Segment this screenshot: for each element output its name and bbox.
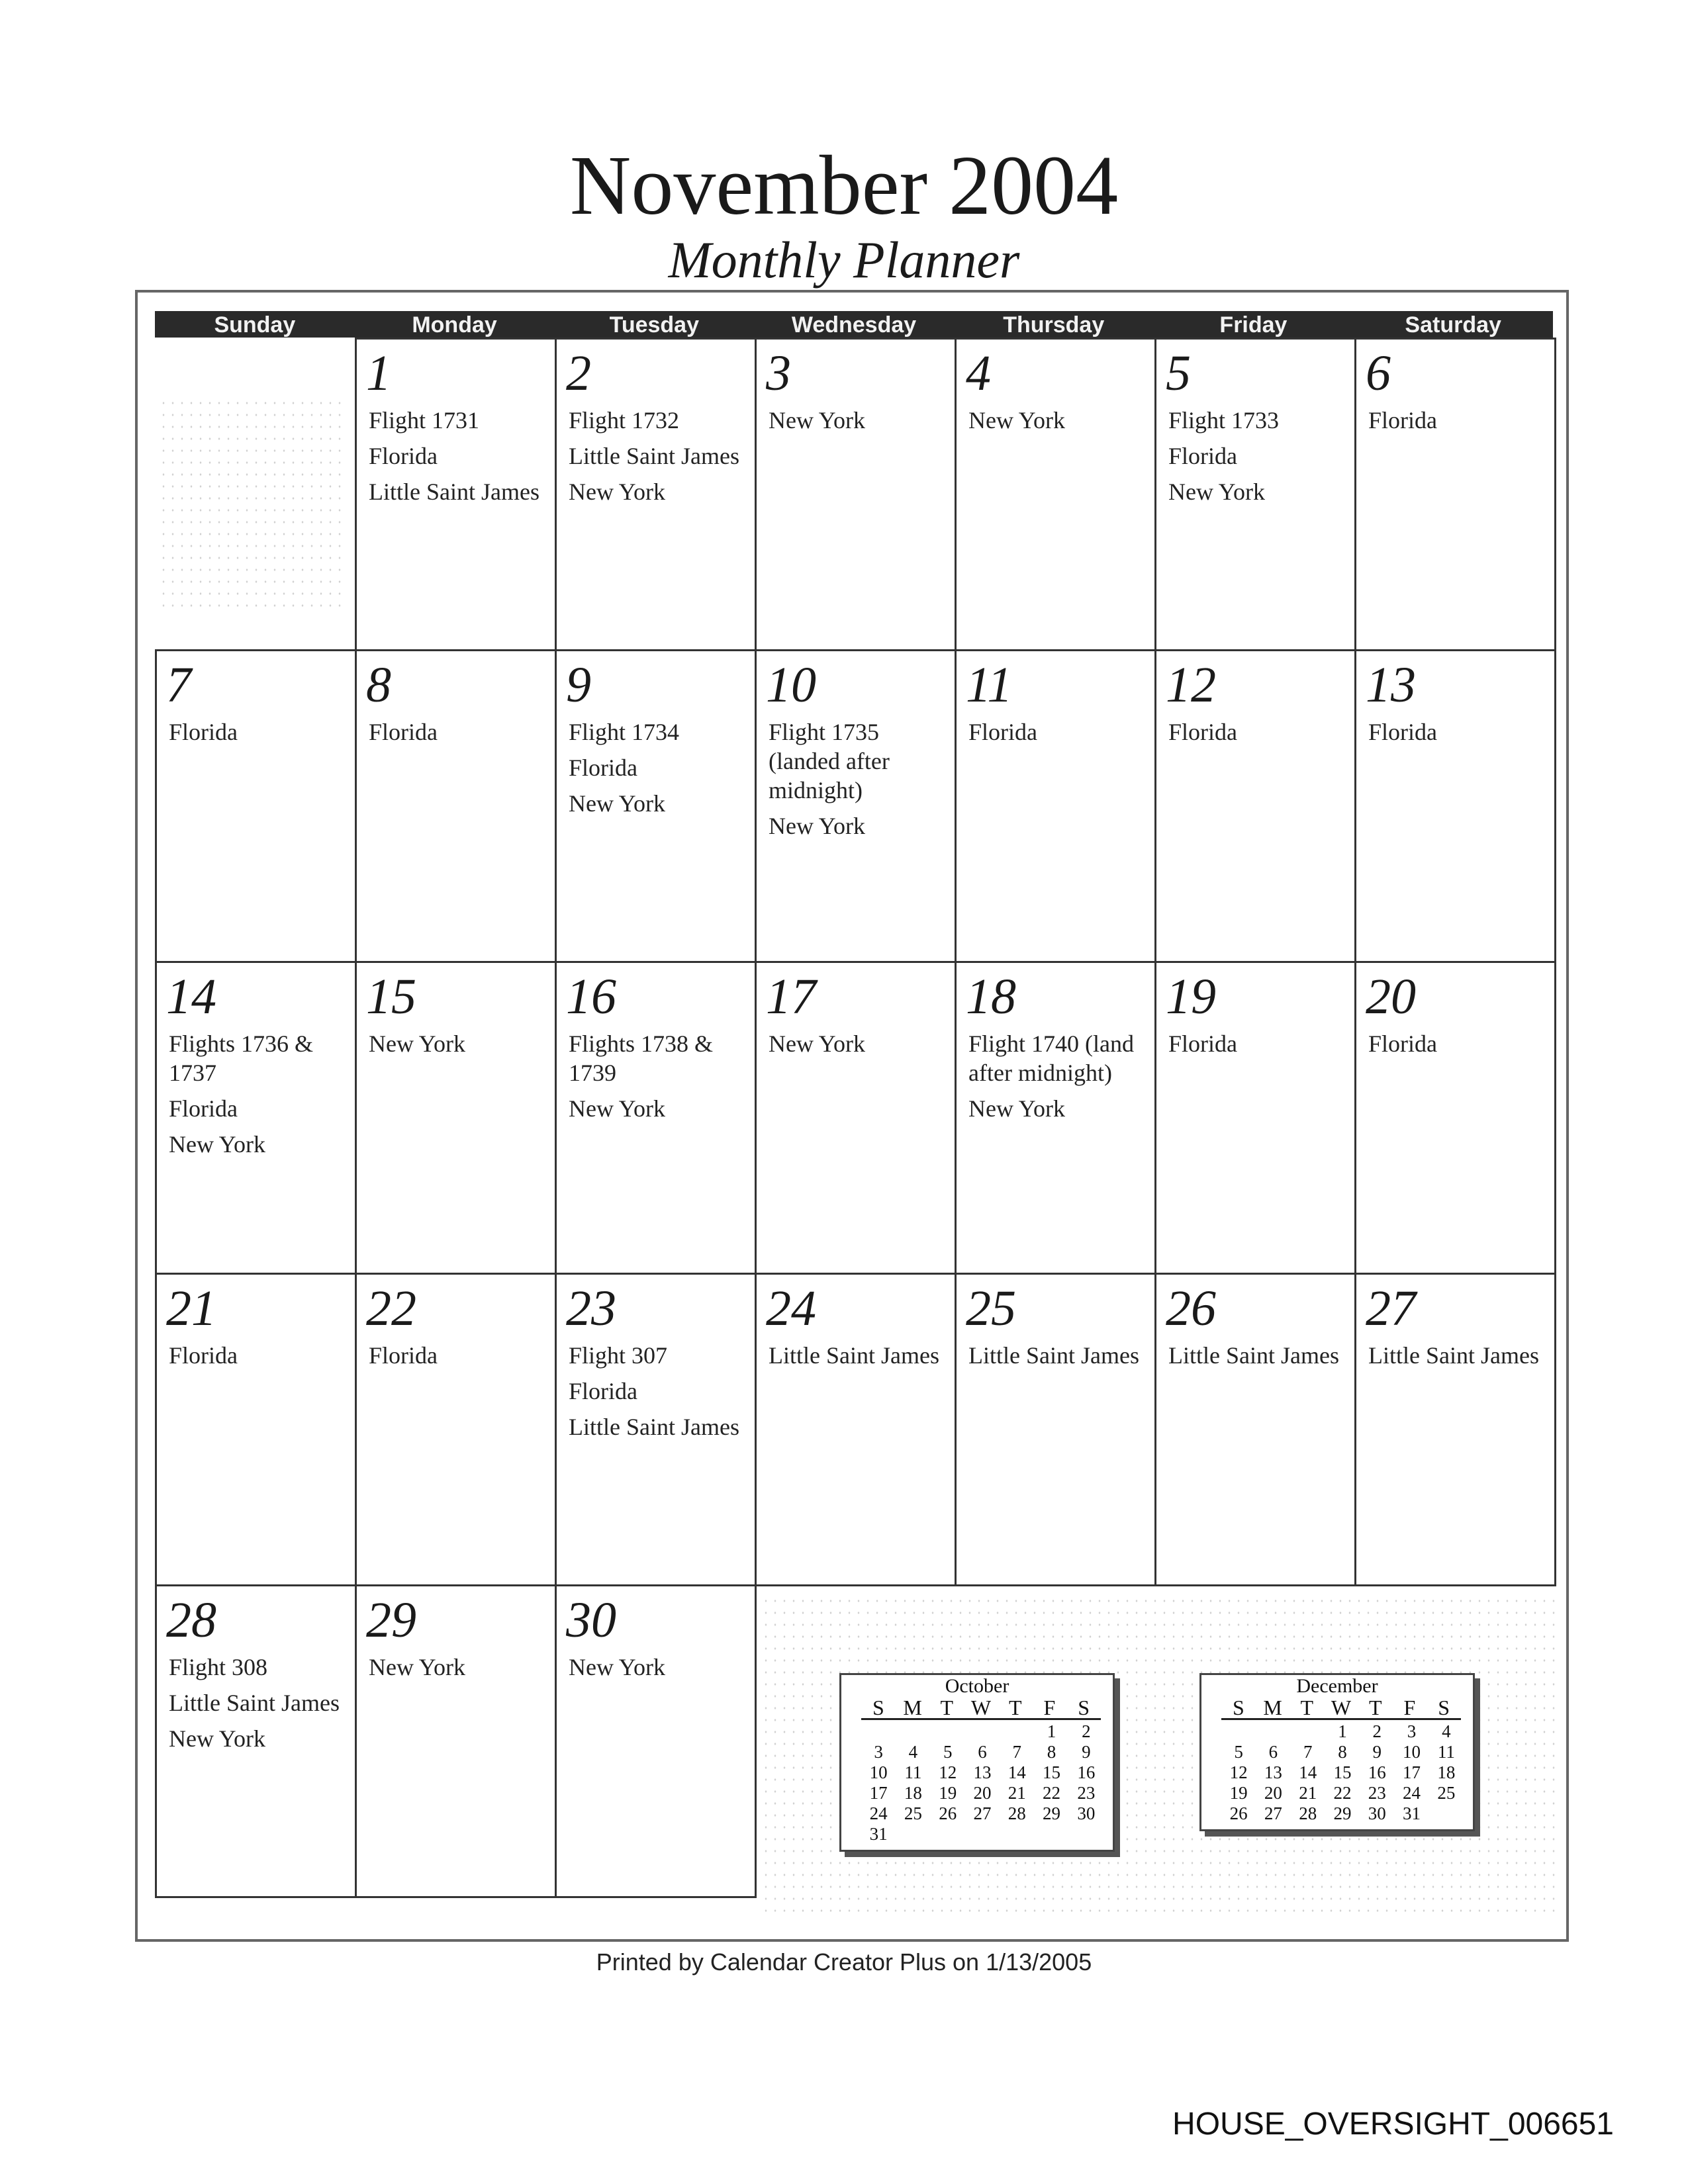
mini-calendar-date: [931, 1721, 965, 1742]
mini-calendar-date: 11: [1437, 1742, 1455, 1762]
day-notes: [169, 717, 348, 753]
day-cell: [1154, 961, 1356, 1275]
day-note: Flights 1738 & 1739: [569, 1030, 714, 1086]
mini-calendar-week: [1201, 1721, 1473, 1742]
mini-calendar-date: 15: [1043, 1762, 1061, 1782]
mini-calendar-date: [965, 1721, 1000, 1742]
day-note: Flight 1740 (land after midnight): [968, 1030, 1134, 1086]
day-cell: [1354, 338, 1556, 651]
weekday-initial: M: [903, 1696, 922, 1719]
mini-calendar-date: 11: [904, 1762, 922, 1782]
mini-calendar-date: 31: [1403, 1803, 1421, 1823]
mini-calendar-date: [1221, 1721, 1256, 1742]
mini-calendar-date: 4: [908, 1742, 918, 1762]
day-cell: [355, 338, 557, 651]
day-number: 3: [766, 345, 791, 401]
mini-calendar-week: [841, 1783, 1113, 1803]
calendar-subtitle: Monthly Planner: [668, 231, 1020, 289]
day-note: Flight 1733: [1168, 407, 1280, 433]
mini-calendar-date: 29: [1333, 1803, 1352, 1823]
day-cell: [155, 649, 357, 963]
day-number: 25: [966, 1281, 1016, 1336]
mini-calendar-date: 26: [939, 1803, 957, 1823]
day-notes: [569, 1029, 748, 1130]
day-note: New York: [769, 1030, 866, 1057]
day-cell: [355, 649, 557, 963]
day-note: Flights 1736 & 1737: [169, 1030, 314, 1086]
day-note: New York: [569, 790, 666, 817]
day-number: 27: [1366, 1281, 1416, 1336]
day-notes: [169, 1341, 348, 1377]
mini-calendar-date: 7: [1012, 1742, 1022, 1762]
mini-calendar-date: 16: [1077, 1762, 1096, 1782]
mini-calendar-date: 12: [1229, 1762, 1248, 1782]
mini-calendar-date: 18: [1437, 1762, 1456, 1782]
day-cell: [955, 1273, 1156, 1586]
weekday-initial: T: [1368, 1696, 1382, 1719]
mini-calendar-date: [1069, 1824, 1103, 1844]
mini-calendar-date: [1000, 1824, 1034, 1844]
day-notes: [769, 1029, 948, 1065]
mini-calendar-date: [1000, 1721, 1034, 1742]
day-notes: [1368, 1341, 1548, 1377]
weekday-label: Friday: [1219, 312, 1288, 338]
day-note: Florida: [1368, 719, 1437, 745]
scan-noise: [159, 397, 344, 609]
day-cell: [555, 1273, 757, 1586]
mini-calendar-date: 30: [1368, 1803, 1386, 1823]
mini-calendar-week: [841, 1824, 1113, 1844]
mini-calendar-date: 2: [1082, 1721, 1091, 1741]
day-number: 22: [366, 1281, 416, 1336]
mini-calendar-date: 19: [1229, 1783, 1248, 1803]
day-notes: [369, 717, 548, 753]
day-note: Little Saint James: [569, 1414, 739, 1440]
day-number: 5: [1166, 345, 1191, 401]
mini-calendar-date: [1291, 1721, 1325, 1742]
day-note: Florida: [569, 754, 637, 781]
mini-calendar-week: [841, 1721, 1113, 1742]
day-note: New York: [569, 478, 666, 505]
day-cell: [555, 338, 757, 651]
mini-calendar-date: [965, 1824, 1000, 1844]
day-number: 18: [966, 969, 1016, 1024]
day-cell: [355, 1273, 557, 1586]
day-note: Flight 1731: [369, 407, 480, 433]
day-number: 20: [1366, 969, 1416, 1024]
mini-calendar-date: 4: [1442, 1721, 1451, 1741]
day-cell: [755, 1273, 957, 1586]
document-id: HOUSE_OVERSIGHT_006651: [1172, 2107, 1614, 2142]
day-note: Little Saint James: [1168, 1342, 1339, 1369]
mini-calendar-date: 30: [1077, 1803, 1096, 1823]
day-note: Flight 1732: [569, 407, 680, 433]
mini-calendar-week: [1201, 1742, 1473, 1762]
mini-calendar-week: [841, 1762, 1113, 1783]
day-cell: [755, 961, 957, 1275]
mini-calendar-month: October: [945, 1675, 1009, 1697]
mini-calendar-date: 31: [869, 1824, 888, 1844]
mini-calendar-december: [1199, 1673, 1475, 1831]
weekday-label: Wednesday: [791, 312, 917, 338]
day-cell: [1154, 338, 1356, 651]
day-note: Flight 1734: [569, 719, 680, 745]
day-note: New York: [769, 813, 866, 839]
mini-calendar-date: [1429, 1803, 1464, 1824]
day-notes: [1168, 717, 1348, 753]
day-note: Florida: [169, 1095, 238, 1122]
weekday-initial: F: [1043, 1696, 1056, 1719]
day-note: Flight 307: [569, 1342, 668, 1369]
mini-calendar-date: 5: [943, 1742, 953, 1762]
day-note: Florida: [369, 719, 438, 745]
mini-calendar-date: 16: [1368, 1762, 1386, 1782]
day-note: New York: [968, 1095, 1066, 1122]
mini-calendar-date: 13: [1264, 1762, 1282, 1782]
day-note: Little Saint James: [1368, 1342, 1539, 1369]
day-note: Florida: [369, 1342, 438, 1369]
day-notes: [769, 406, 948, 441]
mini-calendar-date: 8: [1047, 1742, 1056, 1762]
day-number: 6: [1366, 345, 1391, 401]
mini-calendar-date: 21: [1008, 1783, 1026, 1803]
mini-calendar-date: 17: [1403, 1762, 1421, 1782]
day-note: New York: [769, 407, 866, 433]
mini-calendar-date: [1034, 1824, 1068, 1844]
mini-calendar-month: December: [1296, 1675, 1378, 1697]
mini-calendar-date: 6: [1268, 1742, 1278, 1762]
day-cell: [1354, 1273, 1556, 1586]
mini-calendar-weekdays: [1221, 1698, 1461, 1720]
day-number: 14: [166, 969, 216, 1024]
mini-calendar-date: 22: [1043, 1783, 1061, 1803]
day-number: 21: [166, 1281, 216, 1336]
day-notes: [1168, 406, 1348, 513]
mini-calendar-date: 2: [1372, 1721, 1382, 1741]
weekday-initial: S: [1078, 1696, 1090, 1719]
mini-calendar-date: 20: [973, 1783, 992, 1803]
day-note: New York: [169, 1131, 266, 1158]
mini-calendar-date: 24: [869, 1803, 888, 1823]
day-cell: [155, 961, 357, 1275]
day-number: 12: [1166, 657, 1216, 713]
day-note: Little Saint James: [369, 478, 539, 505]
day-cell: [1354, 649, 1556, 963]
day-cell: [155, 1584, 357, 1898]
mini-calendar-weekdays: [861, 1698, 1101, 1720]
weekday-header: [155, 311, 1553, 338]
weekday-initial: S: [872, 1696, 884, 1719]
day-cell: [155, 1273, 357, 1586]
mini-calendar-date: 10: [869, 1762, 888, 1782]
day-note: Little Saint James: [169, 1690, 340, 1716]
mini-calendar-date: 23: [1368, 1783, 1386, 1803]
mini-calendar-date: 25: [1437, 1783, 1456, 1803]
mini-calendar-date: [1256, 1721, 1290, 1742]
mini-calendar-date: 24: [1403, 1783, 1421, 1803]
day-number: 8: [366, 657, 391, 713]
day-number: 11: [966, 657, 1013, 713]
day-number: 29: [366, 1592, 416, 1648]
day-note: Florida: [1168, 719, 1237, 745]
day-notes: [1368, 406, 1548, 441]
day-note: New York: [1168, 478, 1266, 505]
weekday-initial: S: [1438, 1696, 1450, 1719]
day-notes: [968, 1029, 1148, 1130]
mini-calendar-date: 19: [939, 1783, 957, 1803]
day-notes: [569, 1341, 748, 1448]
day-cell: [355, 1584, 557, 1898]
day-notes: [769, 717, 948, 847]
day-note: Florida: [1368, 407, 1437, 433]
day-notes: [569, 1653, 748, 1688]
day-note: Flight 1735 (landed after midnight): [769, 719, 890, 803]
day-number: 17: [766, 969, 816, 1024]
day-number: 15: [366, 969, 416, 1024]
mini-calendar-date: 27: [1264, 1803, 1282, 1823]
mini-calendar-date: 7: [1303, 1742, 1313, 1762]
day-note: Florida: [169, 719, 238, 745]
weekday-initial: T: [940, 1696, 954, 1719]
day-note: New York: [569, 1654, 666, 1680]
mini-calendar-date: [931, 1824, 965, 1844]
mini-calendar-date: 21: [1299, 1783, 1317, 1803]
day-notes: [169, 1653, 348, 1760]
day-number: 4: [966, 345, 991, 401]
mini-calendar-date: [896, 1824, 930, 1844]
day-note: Florida: [1368, 1030, 1437, 1057]
weekday-initial: F: [1403, 1696, 1416, 1719]
printed-by-footer: Printed by Calendar Creator Plus on 1/13/2005: [596, 1948, 1092, 1976]
mini-calendar-date: 25: [904, 1803, 922, 1823]
day-number: 23: [566, 1281, 616, 1336]
mini-calendar-date: 20: [1264, 1783, 1282, 1803]
day-note: Florida: [369, 443, 438, 469]
mini-calendar-date: 15: [1333, 1762, 1352, 1782]
day-notes: [968, 717, 1148, 753]
day-notes: [1368, 1029, 1548, 1065]
weekday-initial: W: [1331, 1696, 1352, 1719]
day-cell: [555, 649, 757, 963]
day-cell: [955, 649, 1156, 963]
weekday-initial: M: [1263, 1696, 1282, 1719]
calendar-title: November 2004: [569, 138, 1119, 232]
mini-calendar-date: 6: [978, 1742, 987, 1762]
day-cell: [555, 1584, 757, 1898]
day-note: Florida: [569, 1378, 637, 1404]
day-number: 26: [1166, 1281, 1216, 1336]
weekday-label: Saturday: [1405, 312, 1501, 338]
mini-calendar-week: [1201, 1783, 1473, 1803]
day-number: 2: [566, 345, 591, 401]
day-number: 13: [1366, 657, 1416, 713]
day-notes: [369, 1029, 548, 1065]
mini-calendar-date: 8: [1338, 1742, 1347, 1762]
day-number: 19: [1166, 969, 1216, 1024]
mini-calendar-date: 18: [904, 1783, 922, 1803]
mini-calendar-date: 9: [1082, 1742, 1091, 1762]
day-notes: [169, 1029, 348, 1165]
mini-calendar-date: 13: [973, 1762, 992, 1782]
mini-calendar-date: 12: [939, 1762, 957, 1782]
day-notes: [369, 1341, 548, 1377]
mini-calendar-date: 28: [1299, 1803, 1317, 1823]
mini-calendar-date: 26: [1229, 1803, 1248, 1823]
day-notes: [968, 1341, 1148, 1377]
weekday-label: Sunday: [214, 312, 296, 338]
weekday-initial: W: [970, 1696, 992, 1719]
mini-calendar-week: [1201, 1762, 1473, 1783]
weekday-label: Monday: [412, 312, 497, 338]
mini-calendar-date: 14: [1299, 1762, 1317, 1782]
mini-calendar-date: 22: [1333, 1783, 1352, 1803]
day-note: Florida: [1168, 1030, 1237, 1057]
weekday-initial: T: [1008, 1696, 1022, 1719]
day-note: New York: [369, 1654, 466, 1680]
day-note: New York: [569, 1095, 666, 1122]
day-note: Little Saint James: [968, 1342, 1139, 1369]
day-number: 30: [566, 1592, 616, 1648]
day-note: New York: [968, 407, 1066, 433]
day-note: New York: [369, 1030, 466, 1057]
day-notes: [1168, 1341, 1348, 1377]
day-note: New York: [169, 1725, 266, 1752]
weekday-label: Tuesday: [609, 312, 699, 338]
day-note: Little Saint James: [769, 1342, 939, 1369]
mini-calendar-date: 14: [1008, 1762, 1026, 1782]
day-cell: [1354, 961, 1556, 1275]
mini-calendar-date: 17: [869, 1783, 888, 1803]
day-cell: [1154, 1273, 1356, 1586]
day-note: Florida: [169, 1342, 238, 1369]
mini-calendar-date: 9: [1372, 1742, 1382, 1762]
mini-calendar-date: 5: [1234, 1742, 1243, 1762]
mini-calendar-date: 3: [1407, 1721, 1417, 1741]
day-notes: [569, 406, 748, 513]
mini-calendar-date: 27: [973, 1803, 992, 1823]
day-cell: [1154, 649, 1356, 963]
day-number: 16: [566, 969, 616, 1024]
day-notes: [968, 406, 1148, 441]
weekday-label: Thursday: [1003, 312, 1105, 338]
day-cell: [755, 338, 957, 651]
mini-calendar-date: [861, 1721, 896, 1742]
day-notes: [1168, 1029, 1348, 1065]
day-note: Florida: [968, 719, 1037, 745]
mini-calendar-week: [841, 1803, 1113, 1824]
day-notes: [569, 717, 748, 825]
day-notes: [1368, 717, 1548, 753]
mini-calendar-week: [1201, 1803, 1473, 1824]
day-notes: [769, 1341, 948, 1377]
mini-calendar-week: [841, 1742, 1113, 1762]
mini-calendar-date: [896, 1721, 930, 1742]
mini-calendar-october: [839, 1673, 1115, 1852]
weekday-initial: T: [1300, 1696, 1314, 1719]
day-note: Little Saint James: [569, 443, 739, 469]
day-cell: [955, 338, 1156, 651]
day-number: 24: [766, 1281, 816, 1336]
day-cell: [955, 961, 1156, 1275]
mini-calendar-date: 29: [1043, 1803, 1061, 1823]
day-number: 28: [166, 1592, 216, 1648]
day-cell: [355, 961, 557, 1275]
day-number: 7: [166, 657, 191, 713]
day-notes: [369, 1653, 548, 1688]
mini-calendar-date: 3: [874, 1742, 883, 1762]
day-number: 10: [766, 657, 816, 713]
mini-calendar-date: 28: [1008, 1803, 1026, 1823]
weekday-initial: S: [1232, 1696, 1244, 1719]
day-number: 9: [566, 657, 591, 713]
day-notes: [369, 406, 548, 513]
mini-calendar-date: 10: [1403, 1742, 1421, 1762]
mini-calendar-date: 23: [1077, 1783, 1096, 1803]
day-number: 1: [366, 345, 391, 401]
mini-calendar-date: 1: [1047, 1721, 1056, 1741]
day-note: Flight 308: [169, 1654, 268, 1680]
day-cell: [755, 649, 957, 963]
day-note: Florida: [1168, 443, 1237, 469]
day-cell: [555, 961, 757, 1275]
mini-calendar-date: 1: [1338, 1721, 1347, 1741]
